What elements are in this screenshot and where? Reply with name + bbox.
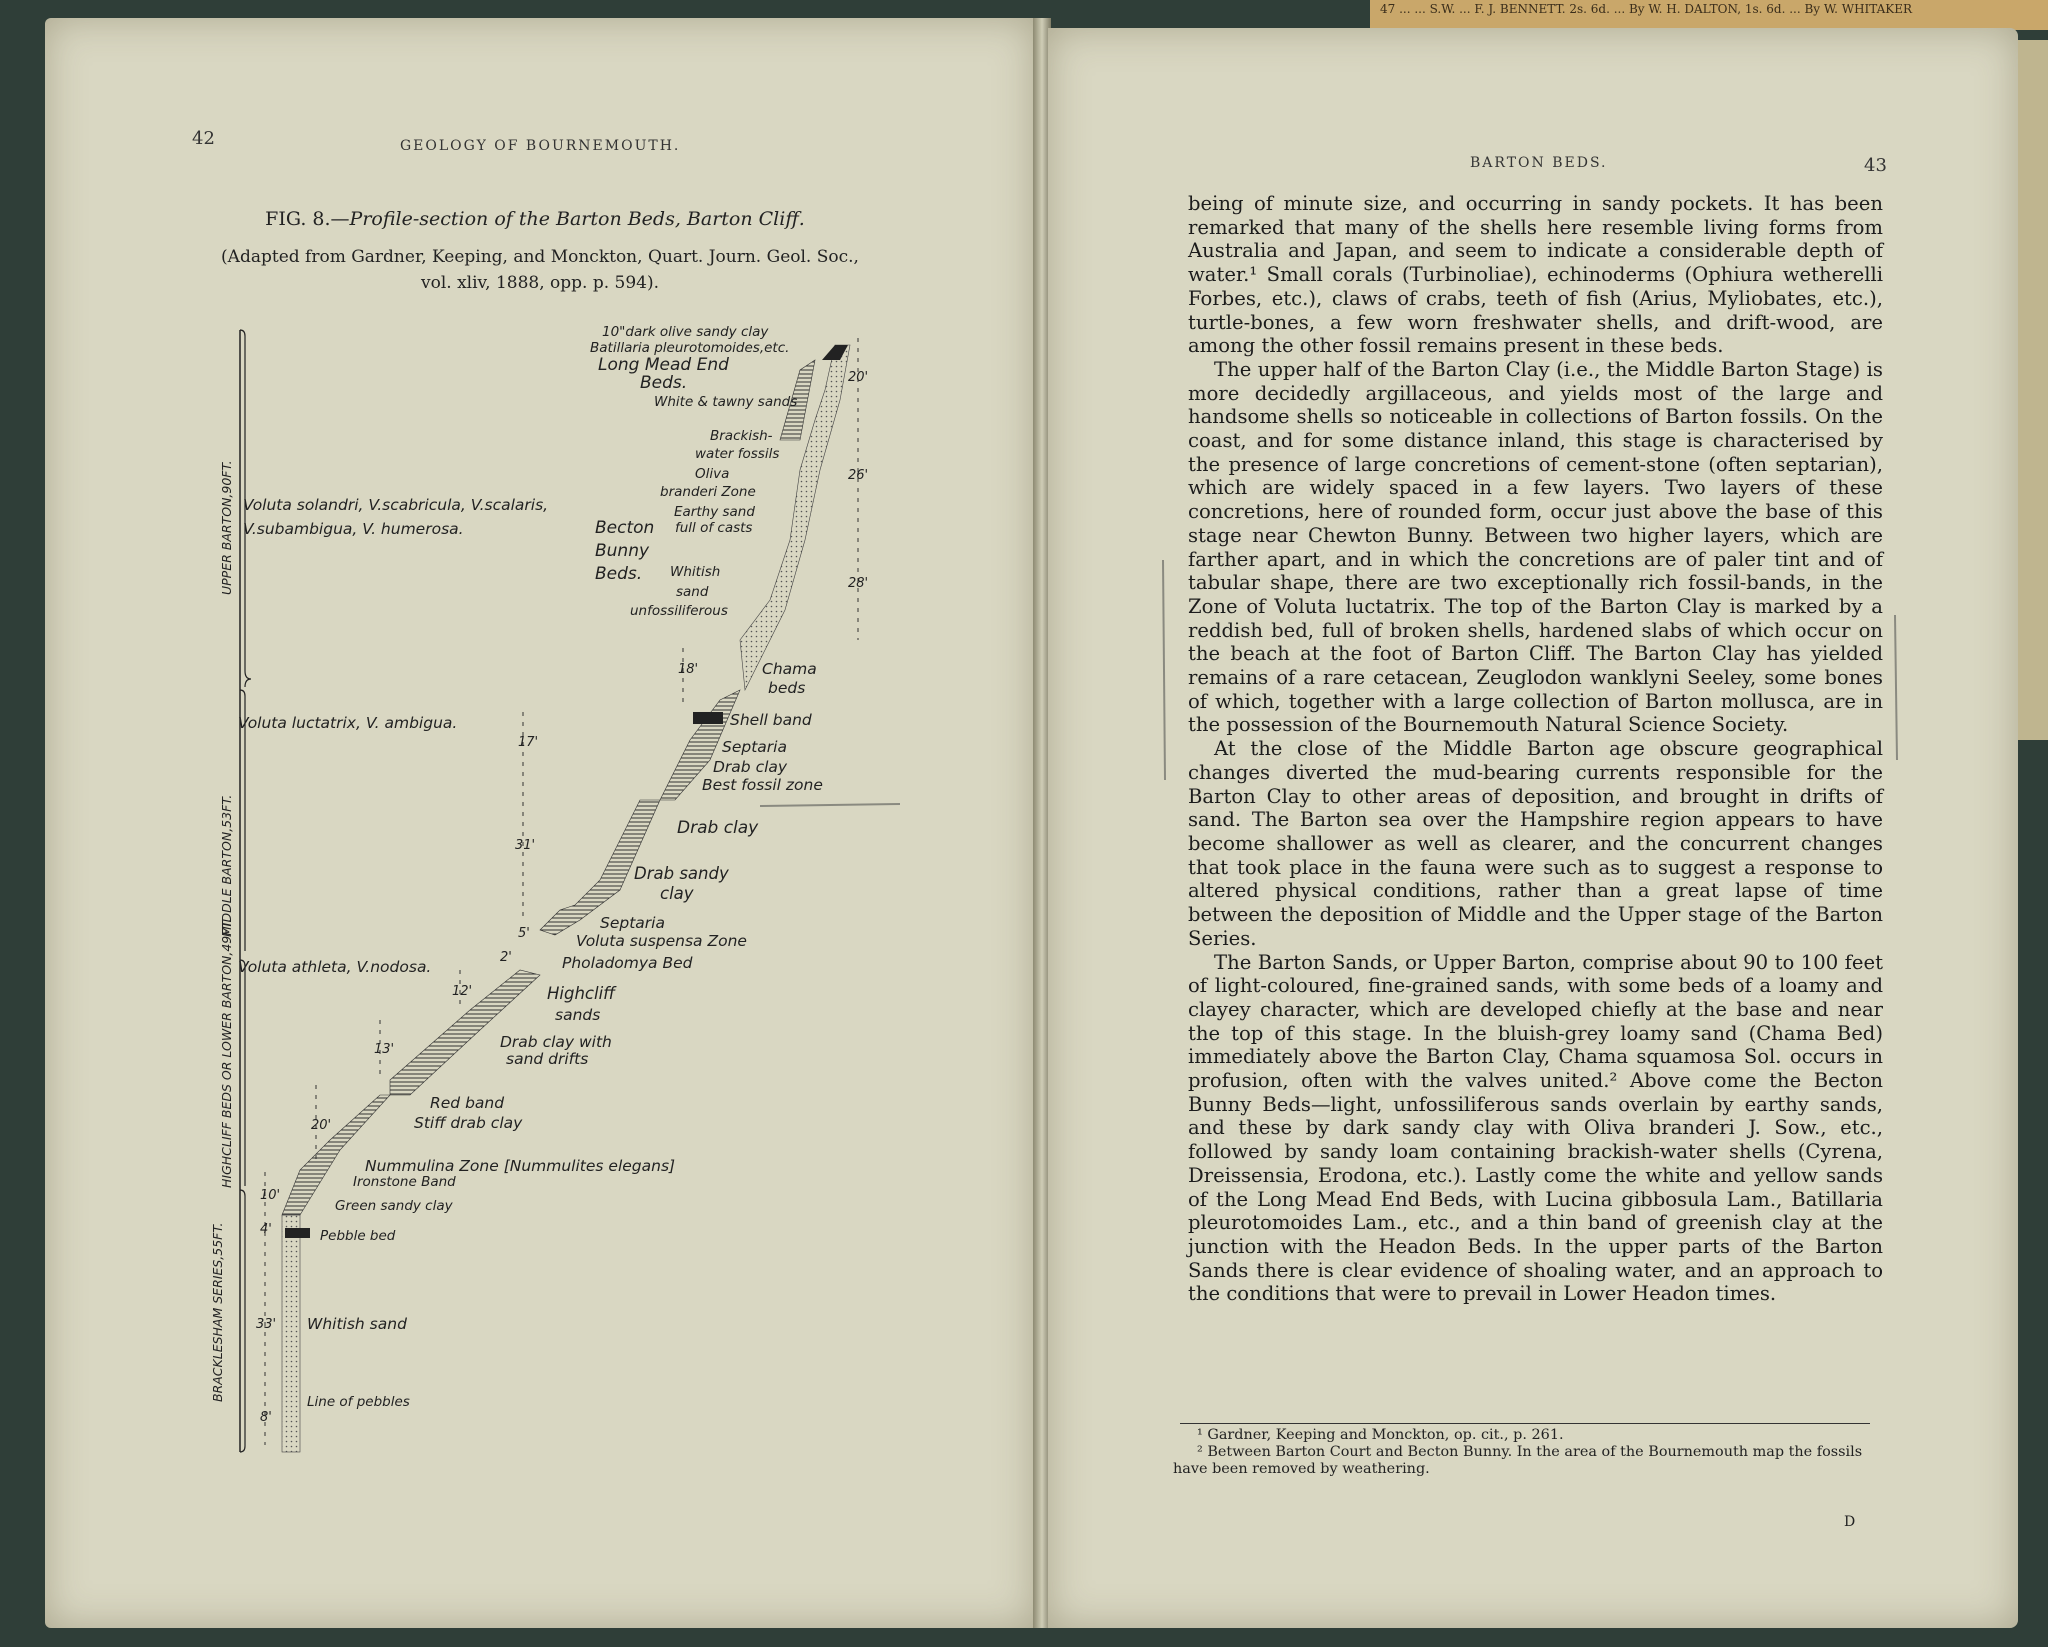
bed-label: Drab clay [677, 818, 759, 838]
bed-label: Whitish [670, 564, 721, 580]
bed-label: branderi Zone [660, 484, 756, 500]
bed-label: clay [660, 884, 694, 903]
paragraph: The Barton Sands, or Upper Barton, comprise about 90 to 100 feet of light-coloured, fine-grained sands, with some beds of a loamy and clayey character, which are developed chiefly at the base and near the top of this stage. In the bluish-grey loamy sand (Chama Bed) immediately above the Barton Clay, Chama squamosa Sol. occurs in profusion, often with the valves united.² Above come the Becton Bunny Beds—light, unfossiliferous sands overlain by earthy sands, and these by dark sandy clay with Oliva branderi J. Sow., etc., followed by sandy loam containing brackish-water shells (Cyrena, Dreissensia, Erodona, etc.). Lastly come the white and yellow sands of the Long Mead End Beds, with Lucina gibbosula Lam., Batillaria pleurotomoides Lam., etc., and a thin band of greenish clay at the junction with the Headon Beds. In the upper parts of the Barton Sands there is clear evidence of shoaling water, and an approach to the conditions that were to prevail in Lower Headon times. [1188, 950, 1883, 1306]
bed-label: White & tawny sands [654, 394, 798, 410]
bed-label: Ironstone Band [353, 1174, 456, 1190]
thickness-measure: 18' [678, 662, 699, 677]
figure-number: FIG. 8.— [265, 208, 350, 230]
bed-label: Pholadomya Bed [562, 954, 693, 972]
figure-source-line-2: vol. xliv, 1888, opp. p. 594). [421, 273, 659, 293]
bed-label: Drab clay [713, 758, 788, 776]
bed-label: Highcliff [547, 984, 616, 1003]
thickness-measure: 4' [260, 1222, 272, 1237]
thickness-measure: 10' [260, 1188, 281, 1203]
bed-label: Pebble bed [320, 1228, 396, 1244]
thickness-measure: 20' [848, 370, 869, 385]
series-label-upper-barton: UPPER BARTON,90FT. [219, 460, 234, 595]
zone-label-middle: Voluta luctatrix, V. ambigua. [238, 714, 458, 732]
bed-label: sand [676, 584, 709, 600]
adjacent-page-text: 47 ... ... S.W. ... F. J. BENNETT. 2s. 6d. ... By W. H. DALTON, 1s. 6d. ... By W. WHITAKER [1380, 2, 1913, 16]
bed-label: Septaria [722, 738, 787, 756]
bed-label: Drab clay with [500, 1033, 612, 1051]
bed-label: Drab sandy [634, 864, 729, 883]
bed-label: water fossils [695, 446, 780, 462]
zone-label-lower: Voluta athleta, V.nodosa. [238, 958, 432, 976]
bed-label: Beds. [640, 373, 688, 393]
bed-label: Shell band [730, 711, 812, 729]
pencil-margin-mark-right [1895, 615, 1897, 760]
left-running-head: GEOLOGY OF BOURNEMOUTH. [400, 138, 681, 154]
bed-label: Bunny [595, 541, 650, 561]
bed-label: Septaria [600, 914, 665, 932]
lower-clay-beds [282, 1095, 390, 1215]
series-label-bracklesham: BRACKLESHAM SERIES,55FT. [210, 1222, 225, 1402]
paragraph: being of minute size, and occurring in sandy pockets. It has been remarked that many of the shells here resemble living forms from Australia and Japan, and seem to indicate a considerable depth of water.¹ Small corals (Turbinoliae), echinoderms (Ophiura wetherelli Forbes, etc.), claws of crabs, teeth of fish (Arius, Myliobates, etc.), turtle-bones, a few worn freshwater shells, and drift-wood, are among the other fossil remains present in these beds. [1188, 192, 1883, 358]
bed-label: Brackish- [710, 428, 773, 444]
figure-source-line-1: (Adapted from Gardner, Keeping, and Monckton, Quart. Journ. Geol. Soc., [221, 247, 859, 267]
bed-label: Becton [595, 518, 655, 538]
bed-label: Voluta suspensa Zone [576, 932, 747, 950]
figure-title: Profile-section of the Barton Beds, Barton Cliff. [349, 208, 805, 230]
series-label-lower-barton: HIGHCLIFF BEDS OR LOWER BARTON,49FT. [219, 918, 234, 1188]
bed-label: Green sandy clay [335, 1198, 453, 1214]
thickness-measure: 8' [260, 1410, 272, 1425]
bed-label: Stiff drab clay [414, 1114, 523, 1132]
bed-label: unfossiliferous [630, 603, 728, 619]
bed-label: beds [768, 679, 806, 697]
bed-label: Best fossil zone [702, 776, 823, 794]
bed-label: Line of pebbles [307, 1394, 410, 1410]
pencil-underline-mark [760, 804, 900, 806]
bed-label: full of casts [675, 520, 753, 536]
paragraph: At the close of the Middle Barton age obscure geographical changes diverted the mud-bearing currents responsible for the Barton Clay to other areas of deposition, and brought in drifts of sand. The Barton sea over the Hampshire region appears to have become shallower as well as clearer, and the concurrent changes that took place in the fauna were such as to suggest a response to altered physical conditions, rather than a great lapse of time between the deposition of Middle and the Upper stage of the Barton Series. [1188, 737, 1883, 950]
zone-label-upper-2: V.subambigua, V. humerosa. [243, 520, 464, 538]
thickness-measure: 5' [518, 926, 530, 941]
bed-label: Beds. [595, 564, 643, 584]
body-text [1188, 192, 1883, 1306]
pencil-margin-mark-left [1163, 560, 1165, 780]
thickness-measure: 31' [515, 838, 536, 853]
signature-mark: D [1844, 1514, 1856, 1530]
bed-label: 10"dark olive sandy clay [602, 324, 769, 340]
footnote-1: ¹ Gardner, Keeping and Monckton, op. cit., p. 261. [1197, 1427, 1564, 1443]
bed-label: sands [555, 1006, 601, 1024]
thickness-measure: 2' [500, 950, 512, 965]
thickness-measure: 20' [311, 1118, 332, 1133]
bed-label: Red band [430, 1094, 505, 1112]
thickness-measure: 13' [374, 1042, 395, 1057]
bed-label: Long Mead End [598, 355, 729, 375]
footnotes [1173, 1427, 1873, 1478]
footnote-rule [1180, 1423, 1870, 1424]
bed-label: Earthy sand [674, 504, 755, 520]
zone-label-upper-1: Voluta solandri, V.scabricula, V.scalaris, [243, 496, 549, 514]
bed-label: Whitish sand [307, 1315, 407, 1333]
thickness-measure: 12' [452, 984, 473, 999]
thickness-measure: 26' [848, 468, 869, 483]
left-page-number: 42 [192, 128, 215, 149]
thickness-measure: 28' [848, 576, 869, 591]
thickness-measure: 17' [518, 735, 539, 750]
bed-label: Nummulina Zone [Nummulites elegans] [365, 1157, 676, 1175]
whitish-sand-column [282, 1215, 300, 1452]
thickness-measure: 33' [256, 1317, 277, 1332]
bed-label: Chama [762, 660, 817, 678]
right-running-head: BARTON BEDS. [1470, 155, 1608, 171]
shell-band [693, 712, 723, 724]
right-page-number: 43 [1864, 155, 1887, 176]
bed-label: Batillaria pleurotomoides,etc. [590, 340, 790, 356]
paragraph: The upper half of the Barton Clay (i.e., the Middle Barton Stage) is more decidedly argillaceous, and yields most of the large and handsome shells so noticeable in collections of Barton fossils. On the coast, and for some distance inland, this stage is characterised by the presence of large concretions of cement-stone (often septarian), which are widely spaced in a few layers. Two layers of these concretions, here of rounded form, occur just above the base of this stage near Chewton Bunny. Between two higher layers, which are farther apart, and in which the concretions are of paler tint and of tabular shape, there are two exceptionally rich fossil-bands, in the Zone of Voluta luctatrix. The top of the Barton Clay is marked by a reddish bed, full of broken shells, hardened slabs of which occur on the beach at the foot of Barton Cliff. The Barton Clay has yielded remains of a rare cetacean, Zeuglodon wanklyni Seeley, some bones of which, together with a large collection of Barton mollusca, are in the possession of the Bournemouth Natural Science Society. [1188, 357, 1883, 737]
series-label-middle-barton: MIDDLE BARTON,53FT. [219, 794, 234, 937]
bed-label: Oliva [695, 466, 730, 482]
bed-label: sand drifts [506, 1050, 589, 1068]
pebble-bed [285, 1228, 310, 1238]
footnote-2: ² Between Barton Court and Becton Bunny. In the area of the Bournemouth map the fossils have been removed by weathering. [1173, 1444, 1863, 1477]
